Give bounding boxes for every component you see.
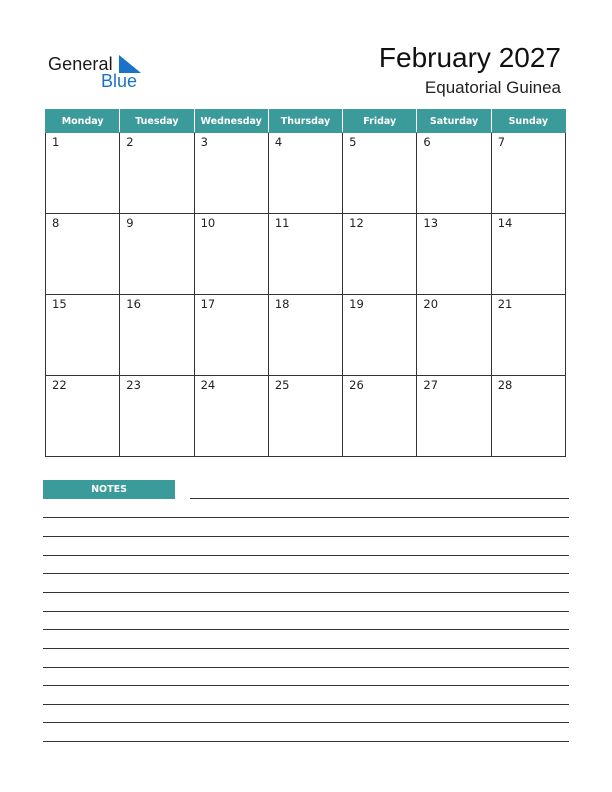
day-cell <box>417 295 491 376</box>
notes-line <box>43 573 569 574</box>
day-number: 23 <box>126 378 141 392</box>
day-number: 13 <box>423 216 439 230</box>
day-number: 14 <box>497 216 513 230</box>
day-number: 26 <box>349 378 364 392</box>
day-number: 17 <box>200 297 216 311</box>
week-row <box>46 295 566 376</box>
notes-line <box>43 536 569 537</box>
day-number: 18 <box>274 297 290 311</box>
day-number: 20 <box>423 297 439 311</box>
day-cell <box>491 295 565 376</box>
notes-line <box>43 629 569 630</box>
day-cell <box>268 214 342 295</box>
day-cell <box>194 133 268 214</box>
day-number: 22 <box>52 378 67 392</box>
day-number: 7 <box>497 135 506 149</box>
day-cell <box>46 133 120 214</box>
weekday-friday: Friday <box>343 110 417 133</box>
day-number: 5 <box>349 135 357 149</box>
day-cell <box>120 376 194 457</box>
weekday-monday: Monday <box>46 110 120 133</box>
week-row <box>46 133 566 214</box>
notes-line <box>43 741 569 742</box>
day-number: 25 <box>274 378 290 392</box>
day-cell <box>268 376 342 457</box>
notes-line <box>43 611 569 612</box>
notes-line <box>43 685 569 686</box>
notes-line <box>43 555 569 556</box>
day-cell <box>46 295 120 376</box>
weekday-header-row <box>46 110 566 133</box>
day-cell <box>343 295 417 376</box>
day-cell <box>120 295 194 376</box>
day-cell <box>491 133 565 214</box>
day-cell <box>417 214 491 295</box>
day-cell <box>491 376 565 457</box>
day-number: 3 <box>200 135 208 149</box>
day-cell <box>343 133 417 214</box>
day-number: 12 <box>349 216 364 230</box>
day-cell <box>417 376 491 457</box>
day-cell <box>343 376 417 457</box>
day-cell <box>194 376 268 457</box>
day-number: 28 <box>497 378 513 392</box>
notes-line <box>43 667 569 668</box>
day-number: 15 <box>52 297 67 311</box>
day-cell <box>46 376 120 457</box>
notes-line <box>43 648 569 649</box>
notes-line <box>43 722 569 723</box>
logo-text-blue: Blue <box>101 71 138 91</box>
day-cell <box>120 214 194 295</box>
day-number: 6 <box>423 135 431 149</box>
day-number: 11 <box>274 216 290 230</box>
notes-line <box>43 592 569 593</box>
day-number: 16 <box>126 297 141 311</box>
day-number: 24 <box>200 378 216 392</box>
day-number: 4 <box>274 135 283 149</box>
day-cell <box>268 295 342 376</box>
day-cell <box>120 133 194 214</box>
page-subtitle: Equatorial Guinea <box>424 78 561 97</box>
day-number: 21 <box>497 297 513 311</box>
day-cell <box>343 214 417 295</box>
weekday-tuesday: Tuesday <box>120 110 194 133</box>
notes-line <box>190 498 569 499</box>
weekday-sunday: Sunday <box>491 110 565 133</box>
day-number: 1 <box>52 135 60 149</box>
day-number: 10 <box>200 216 216 230</box>
weekday-saturday: Saturday <box>417 110 491 133</box>
day-cell <box>268 133 342 214</box>
day-cell <box>46 214 120 295</box>
day-number: 8 <box>52 216 60 230</box>
day-cell <box>491 214 565 295</box>
day-number: 9 <box>126 216 134 230</box>
weekday-thursday: Thursday <box>268 110 342 133</box>
day-number: 27 <box>423 378 439 392</box>
weekday-wednesday: Wednesday <box>194 110 268 133</box>
day-number: 2 <box>126 135 134 149</box>
day-cell <box>194 214 268 295</box>
calendar-grid <box>45 109 566 457</box>
logo-text-general: General <box>48 54 113 74</box>
notes-label: NOTES <box>43 480 175 499</box>
week-row <box>46 214 566 295</box>
week-row <box>46 376 566 457</box>
notes-line <box>43 704 569 705</box>
notes-line <box>43 517 569 518</box>
day-cell <box>417 133 491 214</box>
day-number: 19 <box>349 297 364 311</box>
page-title: February 2027 <box>378 42 561 73</box>
day-cell <box>194 295 268 376</box>
logo <box>48 52 158 92</box>
